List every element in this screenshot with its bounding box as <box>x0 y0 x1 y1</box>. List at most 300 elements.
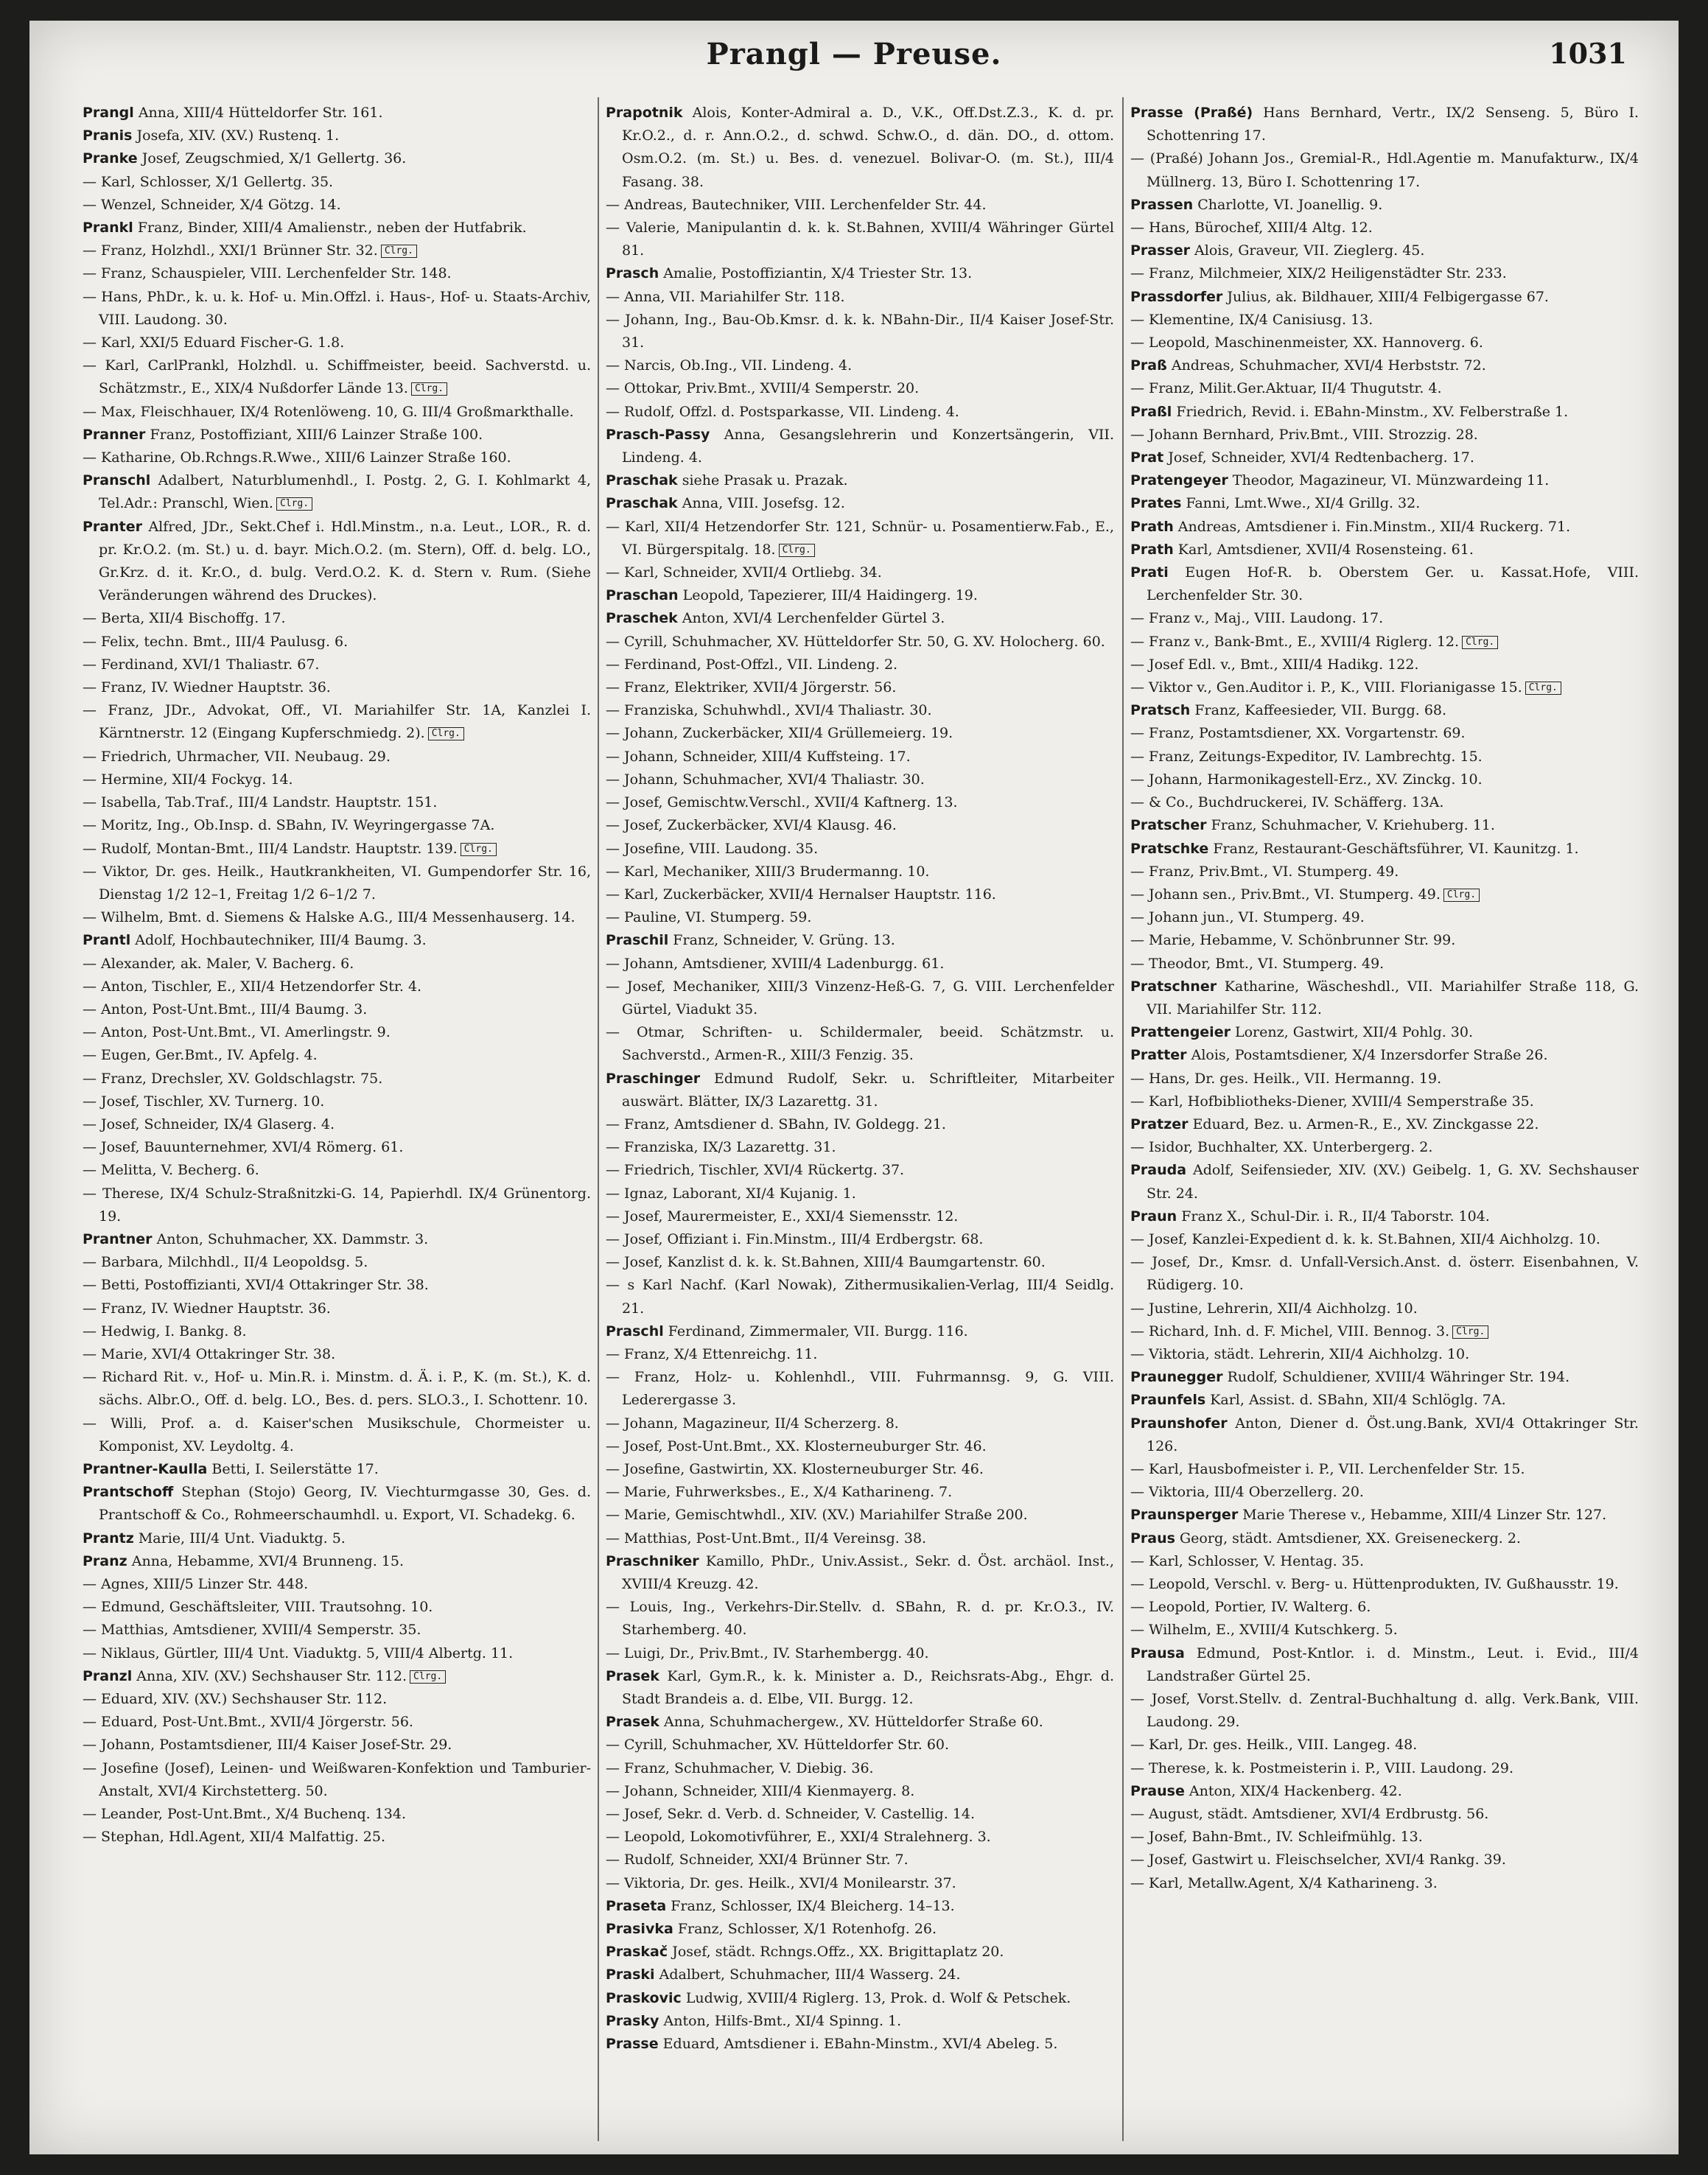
entry-text: — Ignaz, Laborant, XI/4 Kujanig. 1. <box>606 1185 856 1202</box>
entry-text: Fanni, Lmt.Wwe., XI/4 Grillg. 32. <box>1186 495 1421 512</box>
directory-entry <box>1130 469 1639 492</box>
entry-text: — Ferdinand, XVI/1 Thaliastr. 67. <box>83 656 320 673</box>
entry-text: Alfred, JDr., Sekt.Chef i. Hdl.Minstm., n.a. Leut., LOR., R. d. pr. Kr.O.2. (m. St.) u. d. bayr. Mich.O.2. (m. Stern), Off. d. belg. LO., Gr.Krz. d. it. Kr.O., d. bulg. Verd.O.2. K. d. Stern v. Rum. (Siehe Veränderungen während des Druckes). <box>99 518 591 604</box>
entry-text: — Anton, Post-Unt.Bmt., III/4 Baumg. 3. <box>83 1001 368 1018</box>
directory-entry <box>83 1090 591 1113</box>
directory-entry <box>83 194 591 217</box>
entry-text: Marie, III/4 Unt. Viaduktg. 5. <box>138 1530 346 1547</box>
entry-text: — Friedrich, Tischler, XVI/4 Rückertg. 37. <box>606 1162 905 1179</box>
directory-entry <box>1130 1343 1639 1366</box>
directory-entry <box>83 1642 591 1665</box>
entry-surname: Prassen <box>1130 196 1194 213</box>
entry-text: — Rudolf, Schneider, XXI/4 Brünner Str. 7. <box>606 1852 909 1868</box>
entry-text: — Viktoria, städt. Lehrerin, XII/4 Aichholzg. 10. <box>1130 1345 1470 1362</box>
entry-surname: Prasch <box>606 265 659 282</box>
directory-entry <box>83 814 591 837</box>
directory-entry <box>1130 906 1639 929</box>
entry-surname: Prasek <box>606 1667 659 1684</box>
entry-text: — Karl, Zuckerbäcker, XVII/4 Hernalser Hauptstr. 116. <box>606 886 996 903</box>
entry-text: — Justine, Lehrerin, XII/4 Aichholzg. 10. <box>1130 1300 1418 1317</box>
entry-surname: Pratzer <box>1130 1115 1189 1132</box>
entry-surname: Prath <box>1130 518 1174 535</box>
entry-text: siehe Prasak u. Prazak. <box>682 472 848 489</box>
directory-entry <box>606 262 1114 285</box>
directory-entry <box>606 194 1114 217</box>
entry-text: — Wilhelm, E., XVIII/4 Kutschkerg. 5. <box>1130 1622 1398 1639</box>
entry-tag: Clrg. <box>1443 889 1480 902</box>
directory-entry <box>606 217 1114 262</box>
directory-entry <box>1130 1550 1639 1573</box>
directory-entry <box>1130 377 1639 400</box>
entry-text: — Ferdinand, Post-Offzl., VII. Lindeng. 2. <box>606 656 898 673</box>
entry-text: — Johann, Ing., Bau-Ob.Kmsr. d. k. k. NBahn-Dir., II/4 Kaiser Josef-Str. 31. <box>606 311 1114 351</box>
directory-entry <box>606 561 1114 584</box>
directory-entry <box>83 906 591 929</box>
entry-surname: Pranzl <box>83 1667 133 1684</box>
entry-text: — Josef, Maurermeister, E., XXI/4 Siemensstr. 12. <box>606 1208 959 1225</box>
directory-entry <box>606 1251 1114 1274</box>
directory-entry <box>83 1803 591 1826</box>
entry-text: — Karl, Metallw.Agent, X/4 Katharineng. 3. <box>1130 1874 1438 1891</box>
entry-tag: Clrg. <box>411 382 447 396</box>
directory-entry <box>606 1113 1114 1136</box>
entry-text: — Josef, Vorst.Stellv. d. Zentral-Buchhaltung d. allg. Verk.Bank, VIII. Laudong. 29. <box>1130 1691 1639 1731</box>
directory-entry <box>83 125 591 147</box>
directory-entry <box>1130 631 1639 654</box>
entry-text: — Josefine, Gastwirtin, XX. Klosterneuburger Str. 46. <box>606 1460 984 1477</box>
directory-entry <box>83 631 591 654</box>
entry-text: — Marie, Hebamme, V. Schönbrunner Str. 99. <box>1130 932 1456 949</box>
directory-entry <box>1130 1458 1639 1481</box>
directory-entry <box>1130 147 1639 193</box>
directory-entry <box>1130 1021 1639 1044</box>
directory-column-3 <box>1130 102 1639 2146</box>
directory-entry <box>1130 1297 1639 1320</box>
directory-entry <box>1130 1159 1639 1205</box>
directory-entry <box>83 1826 591 1849</box>
entry-text: Anton, Diener d. Öst.ung.Bank, XVI/4 Ottakringer Str. 126. <box>1147 1415 1639 1454</box>
entry-text: — Karl, Hausbofmeister i. P., VII. Lerchenfelder Str. 15. <box>1130 1460 1525 1477</box>
entry-text: Adolf, Hochbautechniker, III/4 Baumg. 3. <box>135 932 427 949</box>
entry-text: Karl, Assist. d. SBahn, XII/4 Schlöglg. 7A. <box>1210 1392 1506 1409</box>
entry-text: Franz X., Schul-Dir. i. R., II/4 Taborstr. 104. <box>1181 1208 1490 1225</box>
directory-entry <box>1130 1228 1639 1251</box>
entry-text: — Hans, Dr. ges. Heilk., VII. Hermanng. 19. <box>1130 1070 1442 1087</box>
directory-entry <box>83 1665 591 1688</box>
entry-text: — Eugen, Ger.Bmt., IV. Apfelg. 4. <box>83 1047 318 1064</box>
directory-entry <box>1130 1734 1639 1757</box>
directory-entry <box>606 883 1114 906</box>
entry-text: Adolf, Seifensieder, XIV. (XV.) Geibelg. 1, G. XV. Sechshauser Str. 24. <box>1147 1162 1639 1202</box>
entry-text: — Johann, Schneider, XIII/4 Kuffsteing. 17. <box>606 748 911 765</box>
directory-entry <box>83 217 591 239</box>
entry-text: — Leopold, Maschinenmeister, XX. Hannoverg. 6. <box>1130 335 1483 351</box>
directory-entry <box>606 722 1114 745</box>
entry-text: — Eduard, Post-Unt.Bmt., XVII/4 Jörgerstr. 56. <box>83 1714 413 1731</box>
directory-entry <box>83 1159 591 1182</box>
directory-entry <box>606 1159 1114 1182</box>
directory-entry <box>83 1366 591 1412</box>
directory-entry <box>1130 1527 1639 1550</box>
entry-surname: Prantl <box>83 932 131 949</box>
entry-text: — August, städt. Amtsdiener, XVI/4 Erdbrustg. 56. <box>1130 1806 1489 1823</box>
directory-entry <box>83 861 591 906</box>
directory-entry <box>83 1343 591 1366</box>
entry-text: — Edmund, Geschäftsleiter, VIII. Trautsohng. 10. <box>83 1599 433 1616</box>
entry-text: — Niklaus, Gürtler, III/4 Unt. Viaduktg. 5, VIII/4 Albertg. 11. <box>83 1645 514 1661</box>
column-divider <box>598 97 599 2141</box>
directory-entry <box>1130 1389 1639 1412</box>
directory-entry <box>83 1596 591 1619</box>
directory-entry <box>606 1458 1114 1481</box>
directory-entry <box>606 2033 1114 2056</box>
directory-entry <box>1130 1596 1639 1619</box>
entry-text: Edmund, Post-Kntlor. i. d. Minstm., Leut. i. Evid., III/4 Landstraßer Gürtel 25. <box>1147 1645 1639 1684</box>
entry-text: — Theodor, Bmt., VI. Stumperg. 49. <box>1130 955 1385 972</box>
directory-entry <box>83 1251 591 1274</box>
entry-surname: Praschak <box>606 495 678 512</box>
directory-entry <box>606 1872 1114 1895</box>
entry-text: — Alexander, ak. Maler, V. Bacherg. 6. <box>83 955 354 972</box>
entry-text: Franz, Schlosser, X/1 Rotenhofg. 26. <box>677 1921 937 1938</box>
directory-entry <box>83 1757 591 1803</box>
directory-entry <box>606 584 1114 607</box>
entry-text: — Richard, Inh. d. F. Michel, VIII. Bennog. 3. <box>1130 1323 1450 1339</box>
entry-surname: Prauda <box>1130 1162 1187 1179</box>
directory-entry <box>606 976 1114 1021</box>
directory-entry <box>83 446 591 469</box>
directory-entry <box>606 607 1114 630</box>
directory-entry <box>1130 446 1639 469</box>
entry-text: — Franz, Postamtsdiener, XX. Vorgartenstr. 69. <box>1130 725 1466 742</box>
directory-entry <box>606 1596 1114 1642</box>
entry-text: Anton, Schuhmacher, XX. Dammstr. 3. <box>156 1230 429 1247</box>
entry-text: — Franz, IV. Wiedner Hauptstr. 36. <box>83 1300 331 1317</box>
entry-surname: Prasser <box>1130 242 1190 259</box>
directory-entry <box>1130 1044 1639 1067</box>
entry-text: — Max, Fleischhauer, IX/4 Rotenlöweng. 10, G. III/4 Großmarkthalle. <box>83 403 574 420</box>
entry-text: — Andreas, Bautechniker, VIII. Lerchenfelder Str. 44. <box>606 196 987 213</box>
entry-text: Karl, Gym.R., k. k. Minister a. D., Reichsrats-Abg., Ehgr. d. Stadt Brandeis a. d. Elbe, VII. Burgg. 12. <box>622 1667 1114 1708</box>
directory-entry <box>606 906 1114 929</box>
directory-entry <box>1130 1113 1639 1136</box>
directory-entry <box>83 1320 591 1343</box>
directory-entry <box>1130 561 1639 607</box>
directory-entry <box>83 1619 591 1642</box>
entry-text: — Otmar, Schriften- u. Schildermaler, beeid. Schätzmstr. u. Sachverstd., Armen-R., XIII/3 Fenzig. 35. <box>606 1024 1114 1064</box>
entry-text: — Valerie, Manipulantin d. k. k. St.Bahnen, XVIII/4 Währinger Gürtel 81. <box>606 220 1114 259</box>
directory-entry <box>83 1412 591 1458</box>
directory-entry <box>83 1068 591 1090</box>
directory-entry <box>606 1136 1114 1159</box>
directory-entry <box>606 676 1114 699</box>
entry-text: — Josef, Kanzlei-Expedient d. k. k. St.Bahnen, XII/4 Aichholzg. 10. <box>1130 1230 1600 1247</box>
entry-text: — & Co., Buchdruckerei, IV. Schäfferg. 13A. <box>1130 794 1444 811</box>
entry-surname: Prath <box>1130 541 1174 558</box>
entry-text: — Johann, Magazineur, II/4 Scherzerg. 8. <box>606 1415 899 1432</box>
directory-entry <box>606 424 1114 469</box>
entry-text: — Johann, Amtsdiener, XVIII/4 Ladenburgg. 61. <box>606 955 945 972</box>
directory-entry <box>606 1826 1114 1849</box>
directory-entry <box>83 516 591 608</box>
entry-tag: Clrg. <box>410 1670 446 1684</box>
entry-text: Betti, I. Seilerstätte 17. <box>211 1460 379 1477</box>
entry-text: — Ottokar, Priv.Bmt., XVIII/4 Semperstr. 20. <box>606 380 920 397</box>
directory-entry <box>83 147 591 170</box>
directory-entry <box>1130 1251 1639 1297</box>
entry-text: — Viktor v., Gen.Auditor i. P., K., VIII. Florianigasse 15. <box>1130 679 1522 696</box>
directory-entry <box>1130 1780 1639 1803</box>
entry-surname: Praschniker <box>606 1552 699 1569</box>
directory-entry <box>606 699 1114 722</box>
entry-text: Marie Therese v., Hebamme, XIII/4 Linzer Str. 127. <box>1242 1507 1607 1524</box>
entry-text: — Therese, IX/4 Schulz-Straßnitzki-G. 14, Papierhdl. IX/4 Grünentorg. 19. <box>83 1185 591 1225</box>
directory-entry <box>83 286 591 332</box>
directory-entry <box>606 1964 1114 1986</box>
directory-entry <box>606 102 1114 194</box>
entry-text: — Anton, Tischler, E., XII/4 Hetzendorfer Str. 4. <box>83 978 422 995</box>
entry-text: — Leander, Post-Unt.Bmt., X/4 Buchenq. 134. <box>83 1806 407 1823</box>
entry-surname: Pranis <box>83 127 133 144</box>
entry-text: — Karl, XII/4 Hetzendorfer Str. 121, Schnür- u. Posamentierw.Fab., E., VI. Bürgerspitalg. 18. <box>606 518 1114 558</box>
directory-entry <box>606 1895 1114 1918</box>
entry-text: — Viktor, Dr. ges. Heilk., Hautkrankheiten, VI. Gumpendorfer Str. 16, Dienstag 1/2 12–1, Freitag 1/2 6–1/2 7. <box>83 863 591 903</box>
entry-text: — Narcis, Ob.Ing., VII. Lindeng. 4. <box>606 357 853 374</box>
entry-text: Anton, XIX/4 Hackenberg. 42. <box>1189 1782 1402 1799</box>
entry-text: Charlotte, VI. Joanellig. 9. <box>1197 196 1383 213</box>
entry-surname: Praunfels <box>1130 1392 1206 1409</box>
entry-text: — Wenzel, Schneider, X/4 Götzg. 14. <box>83 196 341 213</box>
entry-text: Adalbert, Schuhmacher, III/4 Wasserg. 24. <box>659 1966 961 1983</box>
entry-surname: Praschak <box>606 472 678 489</box>
entry-text: Amalie, Postoffiziantin, X/4 Triester Str. 13. <box>663 265 973 282</box>
entry-surname: Pratschke <box>1130 840 1209 857</box>
directory-entry <box>83 838 591 861</box>
entry-text: — Franz, Milit.Ger.Aktuar, II/4 Thugutstr. 4. <box>1130 380 1442 397</box>
entry-text: — Franz, Milchmeier, XIX/2 Heiligenstädter Str. 233. <box>1130 265 1507 282</box>
entry-text: Franz, Schlosser, IX/4 Bleicherg. 14–13. <box>671 1897 955 1914</box>
directory-entry <box>83 1136 591 1159</box>
directory-entry <box>83 424 591 446</box>
entry-surname: Praunshofer <box>1130 1415 1228 1432</box>
entry-text: — s Karl Nachf. (Karl Nowak), Zithermusikalien-Verlag, III/4 Seidlg. 21. <box>606 1277 1114 1317</box>
entry-surname: Praß <box>1130 357 1167 374</box>
directory-entry <box>1130 1688 1639 1734</box>
directory-entry <box>606 929 1114 952</box>
directory-entry <box>1130 309 1639 332</box>
directory-entry <box>1130 883 1639 906</box>
entry-surname: Prasse <box>606 2036 659 2053</box>
directory-entry <box>83 746 591 768</box>
directory-entry <box>83 1711 591 1734</box>
entry-text: Josef, städt. Rchngs.Offz., XX. Brigittaplatz 20. <box>672 1944 1004 1961</box>
entry-text: — Stephan, Hdl.Agent, XII/4 Malfattig. 25. <box>83 1829 385 1846</box>
entry-text: Franz, Kaffeesieder, VII. Burgg. 68. <box>1194 702 1447 719</box>
directory-entry <box>606 1343 1114 1366</box>
entry-text: — Johann sen., Priv.Bmt., VI. Stumperg. 49. <box>1130 886 1441 903</box>
entry-text: Anna, Gesangslehrerin und Konzertsängerin, VII. Lindeng. 4. <box>622 426 1114 466</box>
directory-entry <box>83 607 591 630</box>
directory-entry <box>83 171 591 194</box>
entry-text: — Marie, XVI/4 Ottakringer Str. 38. <box>83 1345 336 1362</box>
directory-entry <box>606 791 1114 814</box>
entry-text: — Franz, Holz- u. Kohlenhdl., VIII. Fuhrmannsg. 9, G. VIII. Lederergasse 3. <box>606 1369 1114 1409</box>
entry-surname: Prantschoff <box>83 1484 174 1501</box>
entry-text: — Marie, Fuhrwerksbes., E., X/4 Katharineng. 7. <box>606 1484 953 1501</box>
entry-text: — Franz, Zeitungs-Expeditor, IV. Lambrechtg. 15. <box>1130 748 1483 765</box>
entry-text: — Louis, Ing., Verkehrs-Dir.Stellv. d. SBahn, R. d. pr. Kr.O.3., IV. Starhemberg. 40. <box>606 1599 1114 1639</box>
directory-entry <box>606 1780 1114 1803</box>
entry-text: — Franz, Schauspieler, VIII. Lerchenfelder Str. 148. <box>83 265 452 282</box>
entry-tag: Clrg. <box>428 727 464 740</box>
entry-surname: Praseta <box>606 1897 667 1914</box>
directory-entry <box>1130 768 1639 791</box>
directory-entry <box>606 1803 1114 1826</box>
entry-text: — Cyrill, Schuhmacher, XV. Hütteldorfer Str. 60. <box>606 1737 950 1754</box>
entry-text: Franz, Postoffiziant, XIII/6 Lainzer Straße 100. <box>150 426 483 443</box>
entry-text: — Willi, Prof. a. d. Kaiser'schen Musikschule, Chormeister u. Komponist, XV. Leydoltg. 4. <box>83 1415 591 1454</box>
entry-tag: Clrg. <box>276 497 312 511</box>
entry-surname: Praunsperger <box>1130 1507 1239 1524</box>
entry-text: — Johann, Harmonikagestell-Erz., XV. Zinckg. 10. <box>1130 771 1483 788</box>
entry-text: Eduard, Bez. u. Armen-R., E., XV. Zinckgasse 22. <box>1192 1115 1539 1132</box>
directory-entry <box>83 469 591 515</box>
directory-entry <box>1130 1366 1639 1389</box>
entry-surname: Pranter <box>83 518 142 535</box>
entry-text: Julius, ak. Bildhauer, XIII/4 Felbigergasse 67. <box>1227 288 1549 305</box>
entry-text: Ferdinand, Zimmermaler, VII. Burgg. 116. <box>668 1323 968 1339</box>
entry-surname: Pranz <box>83 1552 127 1569</box>
directory-entry <box>83 1021 591 1044</box>
directory-entry <box>83 102 591 125</box>
entry-text: — Therese, k. k. Postmeisterin i. P., VIII. Laudong. 29. <box>1130 1759 1514 1776</box>
directory-entry <box>606 1527 1114 1550</box>
entry-text: — Pauline, VI. Stumperg. 59. <box>606 909 812 926</box>
directory-entry <box>1130 1504 1639 1527</box>
entry-text: Franz, Schneider, V. Grüng. 13. <box>673 932 895 949</box>
entry-text: — Johann, Schuhmacher, XVI/4 Thaliastr. 30. <box>606 771 925 788</box>
entry-text: Katharine, Wäscheshdl., VII. Mariahilfer Straße 118, G. VII. Mariahilfer Str. 112. <box>1147 978 1639 1018</box>
directory-entry <box>1130 654 1639 676</box>
directory-entry <box>606 1412 1114 1435</box>
entry-text: Anna, VIII. Josefsg. 12. <box>682 495 845 512</box>
directory-entry <box>83 1550 591 1573</box>
entry-text: — Leopold, Lokomotivführer, E., XXI/4 Stralehnerg. 3. <box>606 1829 991 1846</box>
directory-entry <box>83 1688 591 1711</box>
entry-text: Ludwig, XVIII/4 Riglerg. 13, Prok. d. Wolf & Petschek. <box>685 1989 1071 2006</box>
entry-text: — Karl, Schneider, XVII/4 Ortliebg. 34. <box>606 564 882 581</box>
directory-entry <box>1130 1320 1639 1343</box>
directory-entry <box>83 1481 591 1527</box>
entry-text: Eduard, Amtsdiener i. EBahn-Minstm., XVI/4 Abeleg. 5. <box>662 2036 1058 2053</box>
entry-surname: Praschan <box>606 587 679 604</box>
entry-tag: Clrg. <box>461 843 497 856</box>
directory-entry <box>606 1757 1114 1780</box>
directory-entry <box>606 1205 1114 1228</box>
directory-column-1 <box>83 102 591 2146</box>
entry-text: — Marie, Gemischtwhdl., XIV. (XV.) Mariahilfer Straße 200. <box>606 1507 1028 1524</box>
directory-entry <box>606 1918 1114 1941</box>
entry-surname: Praskač <box>606 1944 668 1961</box>
entry-surname: Prangl <box>83 105 134 121</box>
directory-entry <box>1130 1136 1639 1159</box>
directory-entry <box>1130 401 1639 424</box>
directory-entry <box>83 1183 591 1228</box>
entry-text: Franz, Schuhmacher, V. Kriehuberg. 11. <box>1211 817 1495 834</box>
entry-surname: Prause <box>1130 1782 1185 1799</box>
directory-entry <box>606 746 1114 768</box>
entry-text: Josefa, XIV. (XV.) Rustenq. 1. <box>136 127 340 144</box>
directory-entry <box>1130 354 1639 377</box>
entry-text: Anna, XIV. (XV.) Sechshauser Str. 112. <box>136 1667 407 1684</box>
directory-entry <box>1130 516 1639 539</box>
directory-entry <box>83 354 591 400</box>
entry-text: — Josef, Bahn-Bmt., IV. Schleifmühlg. 13. <box>1130 1829 1423 1846</box>
entry-text: Stephan (Stojo) Georg, IV. Viechturmgasse 30, Ges. d. Prantschoff & Co., Rohmeerschaumhdl. u. Export, VI. Schadekg. 6. <box>99 1484 591 1524</box>
directory-entry <box>83 929 591 952</box>
directory-entry <box>606 1320 1114 1343</box>
directory-entry <box>606 1665 1114 1711</box>
entry-text: — Eduard, XIV. (XV.) Sechshauser Str. 112. <box>83 1691 388 1708</box>
entry-surname: Prankl <box>83 220 133 237</box>
directory-entry <box>606 1366 1114 1412</box>
entry-text: — Josefine (Josef), Leinen- und Weißwaren-Konfektion und Tamburier-Anstalt, XVI/4 Kirchstetterg. 50. <box>83 1759 591 1799</box>
entry-text: — Franziska, IX/3 Lazarettg. 31. <box>606 1139 836 1156</box>
directory-entry <box>606 401 1114 424</box>
entry-text: Andreas, Schuhmacher, XVI/4 Herbststr. 72. <box>1171 357 1486 374</box>
entry-text: — Anton, Post-Unt.Bmt., VI. Amerlingstr. 9. <box>83 1024 391 1041</box>
entry-surname: Prasek <box>606 1714 659 1731</box>
entry-text: Franz, Restaurant-Geschäftsführer, VI. Kaunitzg. 1. <box>1213 840 1579 857</box>
directory-entry <box>83 401 591 424</box>
directory-entry <box>1130 332 1639 354</box>
directory-entry <box>1130 1642 1639 1688</box>
directory-entry <box>1130 424 1639 446</box>
entry-text: Friedrich, Revid. i. EBahn-Minstm., XV. Felberstraße 1. <box>1176 403 1569 420</box>
entry-surname: Prasivka <box>606 1921 673 1938</box>
entry-text: — Franz, Schuhmacher, V. Diebig. 36. <box>606 1759 874 1776</box>
directory-entry <box>1130 722 1639 745</box>
entry-surname: Praskovic <box>606 1989 682 2006</box>
directory-entry <box>606 768 1114 791</box>
entry-text: — Franz, Holzhdl., XXI/1 Brünner Str. 32. <box>83 242 378 259</box>
entry-text: — Josef, Zuckerbäcker, XVI/4 Klausg. 46. <box>606 817 897 834</box>
entry-text: — Luigi, Dr., Priv.Bmt., IV. Starhembergg. 40. <box>606 1645 929 1661</box>
directory-entry <box>606 861 1114 883</box>
directory-entry <box>1130 239 1639 262</box>
entry-text: — Hans, PhDr., k. u. k. Hof- u. Min.Offzl. i. Haus-, Hof- u. Staats-Archiv, VIII. Laudong. 30. <box>83 288 591 328</box>
entry-surname: Prat <box>1130 449 1164 466</box>
directory-entry <box>606 2010 1114 2033</box>
directory-entry <box>606 1711 1114 1734</box>
directory-entry <box>606 1481 1114 1504</box>
entry-text: — Leopold, Portier, IV. Walterg. 6. <box>1130 1599 1371 1616</box>
directory-entry <box>83 768 591 791</box>
entry-surname: Prantner <box>83 1230 153 1247</box>
directory-entry <box>606 1183 1114 1205</box>
directory-entry <box>606 286 1114 309</box>
directory-entry <box>83 332 591 354</box>
entry-text: — Richard Rit. v., Hof- u. Min.R. i. Minstm. d. Ä. i. P., K. (m. St.), K. d. sächs. Albr.O., Off. d. belg. LO., Bes. d. pers. SLO.3., I. Schottenr. 10. <box>83 1369 591 1409</box>
directory-entry <box>606 1941 1114 1964</box>
page-header <box>29 34 1679 75</box>
entry-text: — Josef, Bauunternehmer, XVI/4 Römerg. 61. <box>83 1139 404 1156</box>
entry-tag: Clrg. <box>1452 1325 1488 1339</box>
entry-text: — Barbara, Milchhdl., II/4 Leopoldsg. 5. <box>83 1254 368 1271</box>
directory-entry <box>1130 539 1639 561</box>
directory-entry <box>606 814 1114 837</box>
directory-entry <box>83 791 591 814</box>
